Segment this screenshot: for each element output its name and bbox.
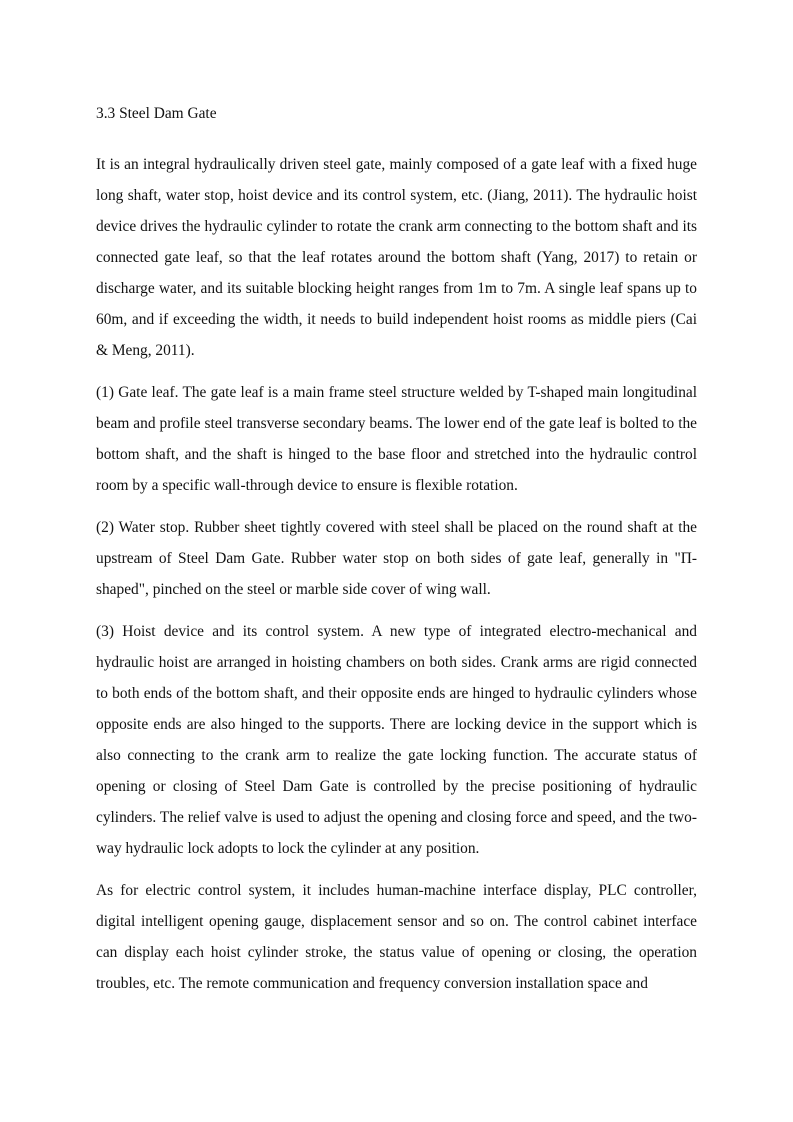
paragraph-electric-control: As for electric control system, it includes human-machine interface display, PLC controller, digital intelligent opening gauge, displacement sensor and so on. The control cabinet interface can display each hoist cylinder stroke, the status value of opening or closing, the operation troubles, etc. The remote communication and frequency conversion installation space and <box>96 882 697 992</box>
document-page <box>96 103 697 1010</box>
paragraph-gate-leaf: (1) Gate leaf. The gate leaf is a main frame steel structure welded by T-shaped main longitudinal beam and profile steel transverse secondary beams. The lower end of the gate leaf is bolted to the bottom shaft, and the shaft is hinged to the base floor and stretched into the hydraulic control room by a specific wall-through device to ensure is flexible rotation. <box>96 384 697 494</box>
paragraph-water-stop: (2) Water stop. Rubber sheet tightly covered with steel shall be placed on the round shaft at the upstream of Steel Dam Gate. Rubber water stop on both sides of gate leaf, generally in "Π-shaped", pinched on the steel or marble side cover of wing wall. <box>96 519 697 598</box>
section-heading: 3.3 Steel Dam Gate <box>96 105 217 122</box>
paragraph-intro: It is an integral hydraulically driven steel gate, mainly composed of a gate leaf with a fixed huge long shaft, water stop, hoist device and its control system, etc. (Jiang, 2011). The hydraulic hoist device drives the hydraulic cylinder to rotate the crank arm connecting to the bottom shaft and its connected gate leaf, so that the leaf rotates around the bottom shaft (Yang, 2017) to retain or discharge water, and its suitable blocking height ranges from 1m to 7m. A single leaf spans up to 60m, and if exceeding the width, it needs to build independent hoist rooms as middle piers (Cai & Meng, 2011). <box>96 156 697 359</box>
paragraph-hoist-device: (3) Hoist device and its control system. A new type of integrated electro-mechanical and hydraulic hoist are arranged in hoisting chambers on both sides. Crank arms are rigid connected to both ends of the bottom shaft, and their opposite ends are hinged to hydraulic cylinders whose opposite ends are also hinged to the supports. There are locking device in the support which is also connecting to the crank arm to realize the gate locking function. The accurate status of opening or closing of Steel Dam Gate is controlled by the precise positioning of hydraulic cylinders. The relief valve is used to adjust the opening and closing force and speed, and the two-way hydraulic lock adopts to lock the cylinder at any position. <box>96 623 697 857</box>
